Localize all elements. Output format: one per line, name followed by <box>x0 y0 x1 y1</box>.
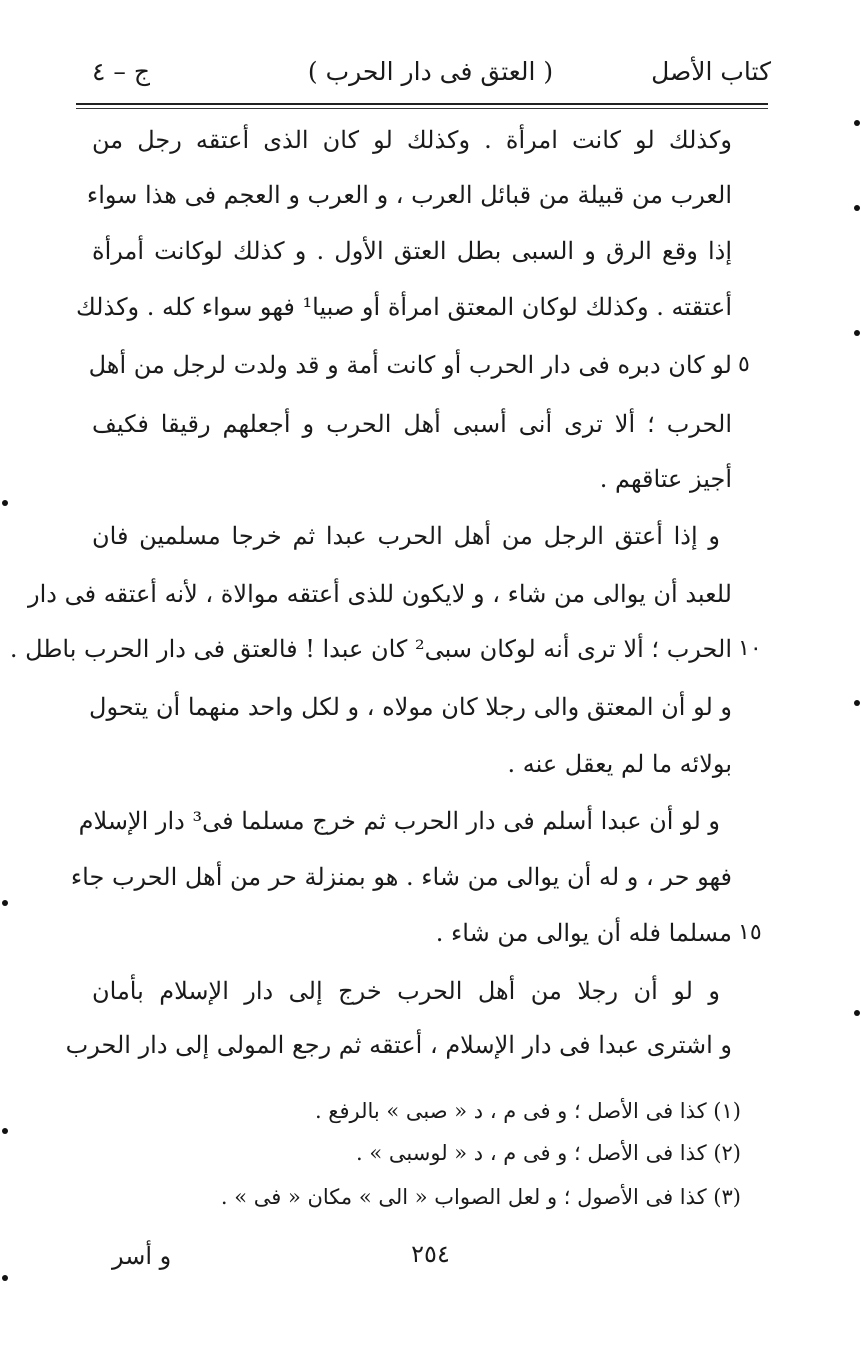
body-line: الحرب ؛ ألا ترى أنى أسبى أهل الحرب و أجعلهم رقيقا فكيف <box>92 410 732 438</box>
book-title: كتاب الأصل <box>651 57 771 86</box>
body-line: لو كان دبره فى دار الحرب أو كانت أمة و قد ولدت لرجل من أهل <box>88 351 732 379</box>
body-line: العرب من قبيلة من قبائل العرب ، و العرب و العجم فى هذا سواء <box>86 181 732 209</box>
page-number: ٢٥٤ <box>411 1240 450 1268</box>
catchword: و أسر <box>112 1242 172 1270</box>
body-line: وكذلك لو كانت امرأة . وكذلك لو كان الذى أعتقه رجل من <box>92 126 732 154</box>
chapter-title: ( العتق فى دار الحرب ) <box>307 57 554 86</box>
body-line: و لو أن عبدا أسلم فى دار الحرب ثم خرج مسلما فى³ دار الإسلام <box>78 807 720 835</box>
footnote: (٢) كذا فى الأصل ؛ و فى م ، د « لوسبى » . <box>356 1141 741 1165</box>
margin-mark <box>2 500 8 506</box>
body-line: إذا وقع الرق و السبى بطل العتق الأول . و كذلك لوكانت أمرأة <box>92 237 732 265</box>
margin-mark <box>2 900 8 906</box>
body-line: أعتقته . وكذلك لوكان المعتق امرأة أو صبيا¹ فهو سواء كله . وكذلك <box>75 293 732 321</box>
line-number: ١٥ <box>738 920 762 945</box>
line-number: ١٠ <box>738 636 762 661</box>
body-line: أجيز عتاقهم . <box>599 465 732 493</box>
margin-mark <box>2 1275 8 1281</box>
margin-mark <box>854 1010 860 1016</box>
volume-label: ج – ٤ <box>92 57 150 86</box>
body-line: و لو أن المعتق والى رجلا كان مولاه ، و لكل واحد منهما أن يتحول <box>89 693 732 721</box>
line-number: ٥ <box>738 352 750 377</box>
header-rule <box>76 103 768 105</box>
body-line: للعبد أن يوالى من شاء ، و لايكون للذى أعتقه موالاة ، لأنه أعتقه فى دار <box>28 580 732 608</box>
margin-mark <box>854 205 860 211</box>
body-line: فهو حر ، و له أن يوالى من شاء . هو بمنزلة حر من أهل الحرب جاء <box>70 863 732 891</box>
body-line: و لو أن رجلا من أهل الحرب خرج إلى دار الإسلام بأمان <box>92 977 720 1005</box>
footnote: (٣) كذا فى الأصول ؛ و لعل الصواب « الى » مكان « فى » . <box>220 1185 741 1209</box>
body-line: الحرب ؛ ألا ترى أنه لوكان سبى² كان عبدا ! فالعتق فى دار الحرب باطل . <box>9 635 732 663</box>
header-rule-thin <box>76 108 768 109</box>
body-line: بولائه ما لم يعقل عنه . <box>507 750 732 778</box>
margin-mark <box>2 1128 8 1134</box>
footnote: (١) كذا فى الأصل ؛ و فى م ، د « صبى » بالرفع . <box>314 1099 741 1123</box>
body-line: مسلما فله أن يوالى من شاء . <box>435 919 732 947</box>
margin-mark <box>854 700 860 706</box>
body-line: و اشترى عبدا فى دار الإسلام ، أعتقه ثم رجع المولى إلى دار الحرب <box>65 1031 732 1059</box>
body-line: و إذا أعتق الرجل من أهل الحرب عبدا ثم خرجا مسلمين فان <box>92 522 720 550</box>
margin-mark <box>854 120 860 126</box>
margin-mark <box>854 330 860 336</box>
